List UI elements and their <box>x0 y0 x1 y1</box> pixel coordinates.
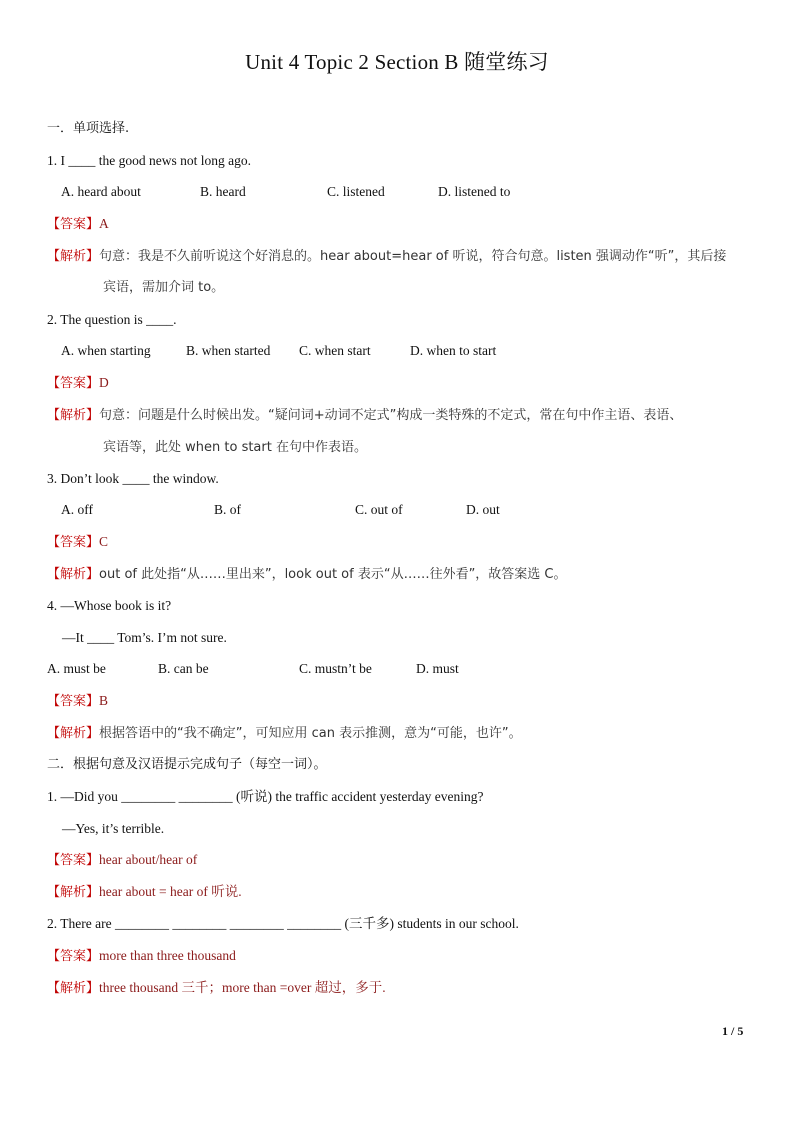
analysis-text: 宾语等，此处 <box>103 440 186 455</box>
answer-label: 【答案】 <box>47 535 100 550</box>
question-1-answer <box>47 215 109 234</box>
analysis-text: 句意：问题是什么时候出发。“疑问词+动词不定式”构成一类特殊的不定式，常在句中作主语、表语、 <box>99 408 683 423</box>
question-4-stem: 4. —Whose book is it? <box>47 598 172 613</box>
analysis-text: 句意：我是不久前听说这个好消息的。 <box>99 249 321 264</box>
answer-value: D <box>99 375 109 390</box>
question-1-options <box>0 184 794 202</box>
question-2-answer <box>47 374 109 393</box>
question-1-analysis-cont: 宾语，需加介词 to。 <box>103 280 225 295</box>
fill-1-stem: 1. —Did you ________ ________ (听说) the traffic accident yesterday evening? <box>47 789 484 804</box>
option-c: C. listened <box>327 184 385 199</box>
fill-1-analysis <box>47 883 242 902</box>
option-b: B. heard <box>200 184 246 199</box>
option-b: B. when started <box>186 343 271 358</box>
question-3-stem: 3. Don’t look ____ the window. <box>47 471 219 486</box>
option-b: B. can be <box>158 661 209 676</box>
analysis-text: hear about = hear of 听说. <box>99 884 242 899</box>
answer-value: B <box>99 693 109 708</box>
section-heading-choice: 一．单项选择. <box>47 121 130 136</box>
fill-2-stem: 2. There are ________ ________ ________ ________ (三千多) students in our school. <box>47 916 519 931</box>
answer-value: A <box>99 216 109 231</box>
analysis-text: three thousand 三千；more than =over 超过，多于. <box>99 980 386 995</box>
question-4-stem-2: —It ____ Tom’s. I’m not sure. <box>62 630 227 645</box>
answer-label: 【答案】 <box>47 949 100 964</box>
fill-2-answer <box>47 947 236 966</box>
question-2-analysis-cont <box>103 438 367 457</box>
answer-value: hear about/hear of <box>99 852 198 867</box>
analysis-label: 【解析】 <box>47 726 100 741</box>
question-2-options <box>0 343 794 361</box>
option-a: A. off <box>61 502 93 517</box>
question-3-answer <box>47 533 108 552</box>
option-b: B. of <box>214 502 241 517</box>
question-3-options <box>0 502 794 520</box>
page-title: Unit 4 Topic 2 Section B 随堂练习 <box>245 50 549 74</box>
answer-value: more than three thousand <box>99 948 236 963</box>
page-number: 1 / 5 <box>722 1024 744 1038</box>
analysis-text-2: hear about=hear of 听说，符合句意。listen 强调动作“听”，其后接 <box>320 249 727 264</box>
option-a: A. heard about <box>61 184 141 199</box>
fill-1-stem-2: —Yes, it’s terrible. <box>62 821 165 836</box>
option-d: D. out <box>466 502 500 517</box>
question-1-analysis <box>47 247 726 266</box>
analysis-label: 【解析】 <box>47 249 100 264</box>
fill-1-answer <box>47 851 197 870</box>
option-d: D. when to start <box>410 343 497 358</box>
option-c: C. mustn’t be <box>299 661 372 676</box>
option-c: C. when start <box>299 343 371 358</box>
analysis-label: 【解析】 <box>47 885 100 900</box>
question-2-analysis <box>47 406 682 425</box>
analysis-label: 【解析】 <box>47 981 100 996</box>
question-4-options <box>0 661 794 679</box>
option-c: C. out of <box>355 502 403 517</box>
answer-label: 【答案】 <box>47 376 100 391</box>
question-4-analysis <box>47 724 522 743</box>
fill-2-analysis <box>47 979 386 998</box>
answer-label: 【答案】 <box>47 853 100 868</box>
question-4-answer <box>47 692 108 711</box>
analysis-text-2: when to start 在句中作表语。 <box>185 440 367 455</box>
question-2-stem: 2. The question is ____. <box>47 312 177 327</box>
option-a: A. must be <box>47 661 106 676</box>
analysis-label: 【解析】 <box>47 567 100 582</box>
question-1-stem: 1. I ____ the good news not long ago. <box>47 153 251 168</box>
analysis-text: out of 此处指“从……里出来”，look out of 表示“从……往外看”，故答案选 C。 <box>99 567 567 582</box>
answer-value: C <box>99 534 109 549</box>
question-3-analysis <box>47 565 567 584</box>
analysis-label: 【解析】 <box>47 408 100 423</box>
answer-label: 【答案】 <box>47 217 100 232</box>
option-d: D. must <box>416 661 459 676</box>
answer-label: 【答案】 <box>47 694 100 709</box>
option-a: A. when starting <box>61 343 151 358</box>
option-d: D. listened to <box>438 184 511 199</box>
section-heading-fill: 二．根据句意及汉语提示完成句子（每空一词）。 <box>47 757 327 772</box>
analysis-text: 根据答语中的“我不确定”，可知应用 can 表示推测，意为“可能，也许”。 <box>99 726 522 741</box>
